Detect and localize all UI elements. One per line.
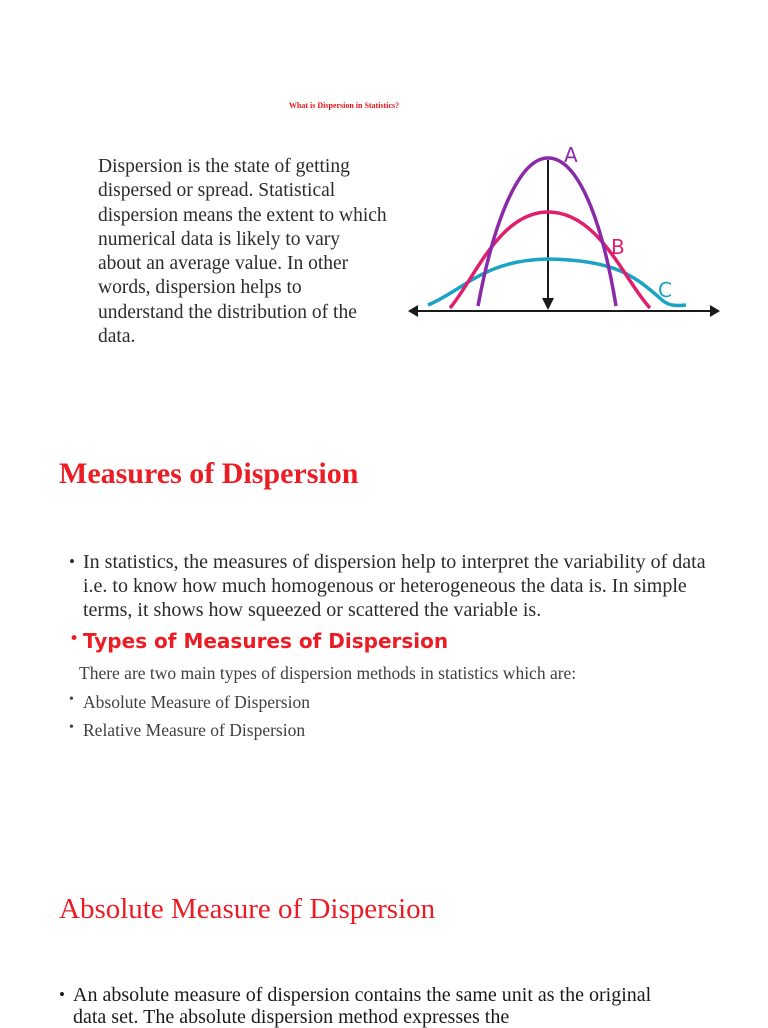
dispersion-curves-figure [404,140,724,325]
list-item [69,550,719,622]
types-heading-text: Types of Measures of Dispersion [83,629,449,653]
list-item [59,984,679,1028]
list-item [69,692,310,713]
curve-label-b: B [611,235,625,259]
curve-label-c: C [658,278,672,302]
x-axis-left-arrow [408,305,418,317]
bullet-text: An absolute measure of dispersion contains the same unit as the original data set. The absolute dispersion method expresses the [73,984,652,1028]
measures-heading: Measures of Dispersion [59,457,359,490]
bullet-dot: • [69,720,74,735]
bullet-text: In statistics, the measures of dispersion help to interpret the variability of data i.e. to know how much homogenous or heterogeneous the data is. In simple terms, it shows how squeezed or scattered the variable is. [83,551,706,621]
slide-title: What is Dispersion in Statistics? [288,101,400,110]
types-heading [69,629,448,653]
type-label: Absolute Measure of Dispersion [83,692,310,712]
types-intro: There are two main types of dispersion methods in statistics which are: [79,663,577,683]
curve-label-a: A [564,143,578,167]
list-item [69,720,305,741]
x-axis-right-arrow [710,305,720,317]
intro-paragraph: Dispersion is the state of getting dispersed or spread. Statistical dispersion means the extent to which numerical data is likely to vary about an average value. In other words, dispersion helps to understand the distribution of the data. [98,156,387,348]
type-label: Relative Measure of Dispersion [83,720,306,740]
absolute-measure-heading: Absolute Measure of Dispersion [59,893,436,925]
bullet-dot: • [69,629,80,649]
bullet-dot: • [69,552,75,571]
bullet-dot: • [69,692,74,707]
bullet-dot: • [59,985,65,1004]
center-arrow-head [542,298,554,310]
